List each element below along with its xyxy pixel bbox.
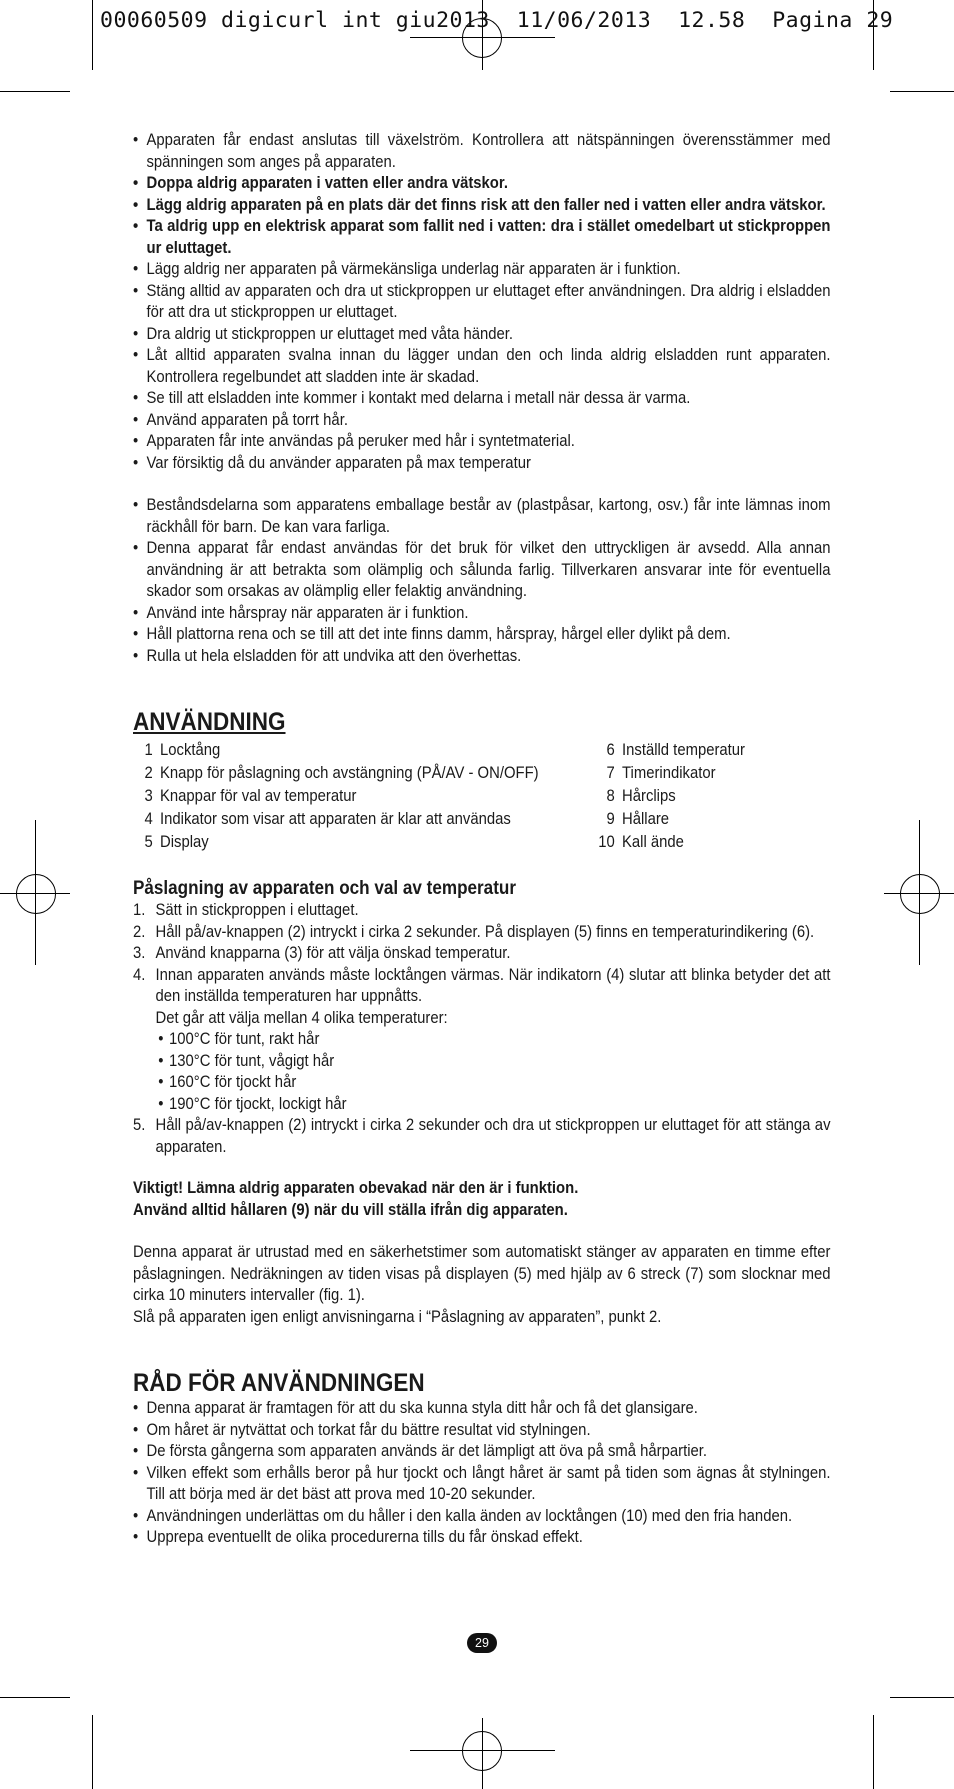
crop-mark-bottom-left-h	[0, 1697, 70, 1698]
part-item: 3 Knappar för val av temperatur	[144, 787, 357, 805]
temperatures-intro: Det går att välja mellan 4 olika temperaturer:	[155, 1008, 448, 1027]
registration-right-circle	[900, 874, 940, 914]
list-item: • Beståndsdelarna som apparatens emballage består av (plastpåsar, kartong, osv.) får inte lämnas inom räckhåll för barn. De kan vara farliga.	[133, 495, 831, 538]
part-item: 9 Hållare	[606, 810, 670, 828]
list-item: • De första gångerna som apparaten används är det lämpligt att öva på små hårpartier.	[133, 1441, 831, 1463]
warning-line-1: Viktigt! Lämna aldrig apparaten obevakad när den är i funktion.	[133, 1179, 579, 1197]
list-item: • Denna apparat är framtagen för att du ska kunna styla ditt hår och få det glansigare.	[133, 1398, 831, 1420]
list-item: • Doppa aldrig apparaten i vatten eller andra vätskor.	[133, 173, 831, 195]
part-item: 4 Indikator som visar att apparaten är klar att användas	[144, 810, 511, 828]
poweron-steps	[133, 900, 831, 1008]
timer-paragraph: Denna apparat är utrustad med en säkerhetstimer som automatiskt stänger av apparaten en timme efter påslagningen. Nedräkningen av tiden visas på displayen (5) med hjälp av 6 streck (7) som slocknar med cirka 10 minuters intervaller (fig. 1).	[133, 1243, 831, 1304]
crop-mark-bottom-right-h	[890, 1697, 954, 1698]
list-item: • Håll plattorna rena och se till att det inte finns damm, hårspray, hårgel eller dylikt på dem.	[133, 624, 831, 646]
temperature-item: • 190°C för tjockt, lockigt hår	[156, 1094, 831, 1116]
registration-bottom-circle	[462, 1731, 502, 1771]
list-item: • Använd inte hårspray när apparaten är i funktion.	[133, 603, 831, 625]
temperature-list	[133, 1029, 831, 1115]
list-item: • Rulla ut hela elsladden för att undvika att den överhettas.	[133, 646, 831, 668]
part-item: 5 Display	[144, 833, 209, 851]
step-item: 1. Sätt in stickproppen i eluttaget.	[133, 901, 359, 919]
list-item: • Apparaten får endast anslutas till växelström. Kontrollera att nätspänningen överensstämmer med spänningen som anges på apparaten.	[133, 130, 831, 173]
crop-mark-top-left-v	[92, 0, 93, 70]
advice-list	[133, 1398, 831, 1549]
temperature-item: • 130°C för tunt, vågigt hår	[156, 1051, 831, 1073]
section-title-usage: ANVÄNDNING	[133, 708, 286, 736]
page-number-badge: 29	[467, 1633, 497, 1653]
page-content	[133, 130, 831, 1549]
step-item: 3. Använd knapparna (3) för att välja önskad temperatur.	[133, 944, 511, 962]
list-item: • Var försiktig då du använder apparaten på max temperatur	[133, 453, 831, 475]
crop-mark-top-right-h	[890, 91, 954, 92]
safety-list-1	[133, 130, 831, 474]
list-item: • Användningen underlättas om du håller i den kalla änden av locktången (10) med den fria handen.	[133, 1506, 831, 1528]
step-item: 2. Håll på/av-knappen (2) intryckt i cirka 2 sekunder. På displayen (5) finns en temperaturindikering (6).	[133, 922, 815, 941]
parts-column-left	[133, 739, 539, 854]
list-item: • Upprepa eventuellt de olika procedurerna tills du får önskad effekt.	[133, 1527, 831, 1549]
safety-list-2	[133, 495, 831, 667]
part-item: 2 Knapp för påslagning och avstängning (PÅ/AV - ON/OFF)	[144, 764, 539, 782]
temperature-item: • 100°C för tunt, rakt hår	[156, 1029, 831, 1051]
list-item: • Ta aldrig upp en elektrisk apparat som fallit ned i vatten: dra i stället omedelbart ut stickproppen ur eluttaget.	[133, 216, 831, 259]
subsection-title-poweron: Påslagning av apparaten och val av temperatur	[133, 878, 516, 899]
poweron-steps-end	[133, 1115, 831, 1158]
list-item: • Lägg aldrig apparaten på en plats där det finns risk att den faller ned i vatten eller andra vätskor.	[133, 195, 831, 217]
parts-list	[133, 739, 831, 854]
section-title-advice: RÅD FÖR ANVÄNDNINGEN	[133, 1369, 425, 1397]
registration-left-circle	[16, 874, 56, 914]
list-item: • Dra aldrig ut stickproppen ur eluttaget med våta händer.	[133, 324, 831, 346]
step-item: 5. Håll på/av-knappen (2) intryckt i cirka 2 sekunder och dra ut stickproppen ur eluttaget för att stänga av apparaten.	[133, 1116, 831, 1156]
list-item: • Vilken effekt som erhålls beror på hur tjockt och långt håret är samt på tiden som ägnas åt stylningen. Till att börja med är det bäst att prova med 10-20 sekunder.	[133, 1463, 831, 1506]
crop-mark-bottom-right-v	[873, 1715, 874, 1789]
list-item: • Lägg aldrig ner apparaten på värmekänsliga underlag när apparaten är i funktion.	[133, 259, 831, 281]
list-item: • Låt alltid apparaten svalna innan du lägger undan den och linda aldrig elsladden runt apparaten. Kontrollera regelbundet att sladden inte är skadad.	[133, 345, 831, 388]
temperature-item: • 160°C för tjockt hår	[156, 1072, 831, 1094]
timer-restart-paragraph: Slå på apparaten igen enligt anvisningarna i “Påslagning av apparaten”, punkt 2.	[133, 1307, 662, 1326]
list-item: • Använd apparaten på torrt hår.	[133, 410, 831, 432]
list-item: • Om håret är nytvättat och torkat får du bättre resultat vid stylningen.	[133, 1420, 831, 1442]
list-item: • Denna apparat får endast användas för det bruk för vilket den uttryckligen är avsedd. Alla annan användning är att betrakta som olämplig och sålunda farlig. Tillverkaren ansvarar inte för eventuella skador som orsakas av olämplig eller felaktig användning.	[133, 538, 831, 603]
step-item: 4. Innan apparaten används måste locktången värmas. När indikatorn (4) slutar att blinka betyder det att den inställda temperaturen har uppnåtts.	[133, 965, 831, 1005]
part-item: 10 Kall ände	[598, 833, 684, 851]
print-slug-header: 00060509 digicurl int giu2013 11/06/2013 12.58 Pagina 29	[100, 8, 894, 33]
warning-line-2: Använd alltid hållaren (9) när du vill ställa ifrån dig apparaten.	[133, 1200, 568, 1219]
crop-mark-bottom-left-v	[92, 1715, 93, 1789]
part-item: 8 Hårclips	[606, 787, 676, 805]
list-item: • Se till att elsladden inte kommer i kontakt med delarna i metall när dessa är varma.	[133, 388, 831, 410]
list-item: • Apparaten får inte användas på peruker med hår i syntetmaterial.	[133, 431, 831, 453]
part-item: 7 Timerindikator	[606, 764, 716, 782]
parts-column-right	[595, 739, 745, 854]
part-item: 6 Inställd temperatur	[606, 741, 745, 759]
list-item: • Stäng alltid av apparaten och dra ut stickproppen ur eluttaget efter användningen. Dra aldrig i elsladden för att dra ut stickproppen ur eluttaget.	[133, 281, 831, 324]
crop-mark-top-left-h	[0, 91, 70, 92]
part-item: 1 Locktång	[144, 741, 221, 759]
